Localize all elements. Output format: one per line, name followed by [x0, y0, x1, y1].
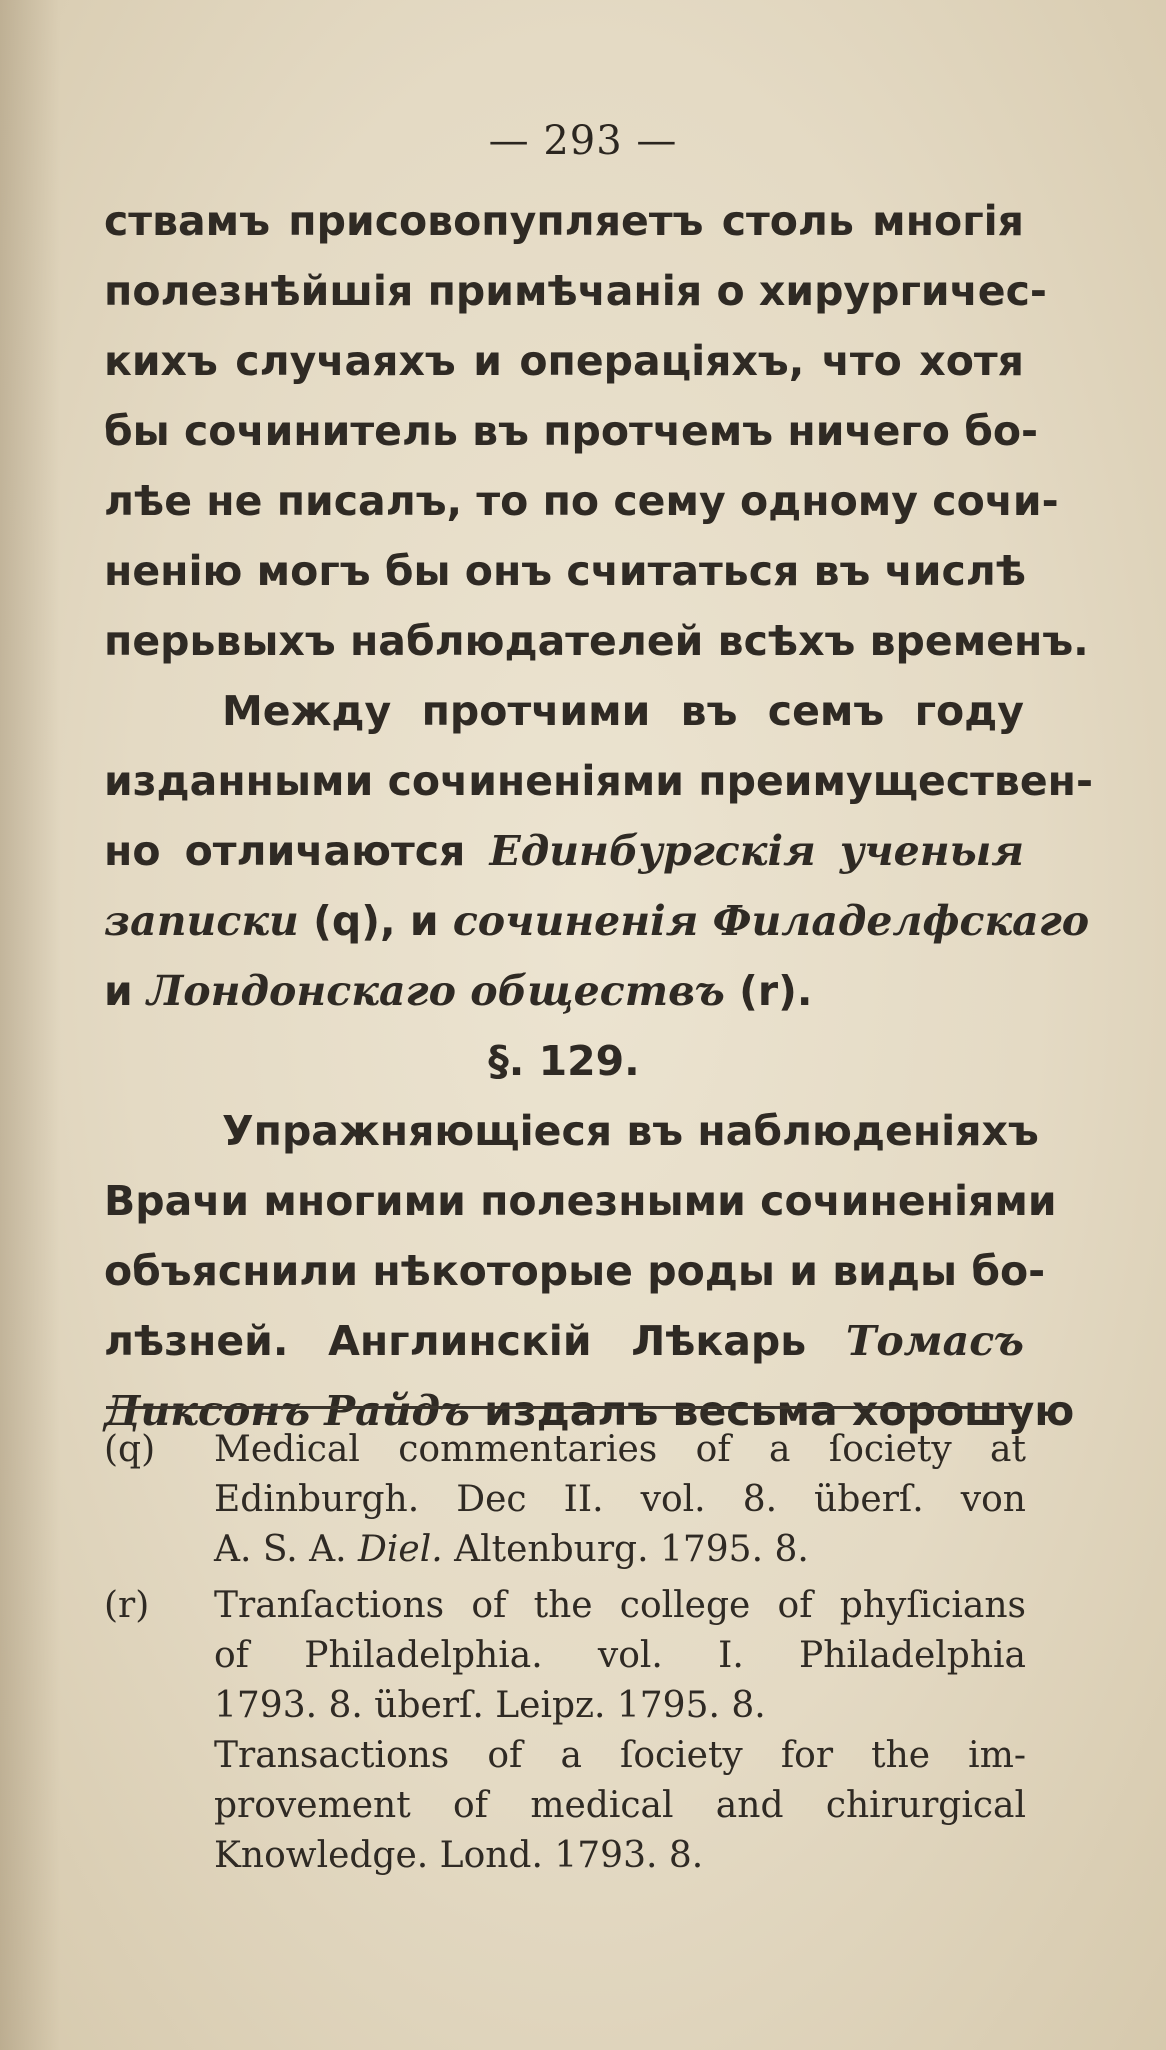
italic-title: Лондонскаго	[147, 967, 456, 1015]
italic-title: обществъ	[470, 967, 725, 1015]
italic-title: записки	[104, 897, 299, 945]
paragraph-start: Упражняющіеся въ наблюденіяхъ	[222, 1107, 1039, 1155]
text-line: ствамъ присовопупляетъ столь многія	[104, 197, 1024, 245]
footnote-mark: (q)	[104, 1429, 156, 1470]
text-line	[104, 816, 1024, 886]
text-run: и	[104, 967, 148, 1015]
footnote-line: Knowledge. Lond. 1793. 8.	[214, 1835, 704, 1876]
text-line: объяснили нѣкоторые роды и виды бо-	[104, 1247, 1046, 1295]
footnote-line: Medical commentaries of a ſociety at	[214, 1429, 1026, 1470]
italic-title: Единбургскія ученыя	[489, 827, 1024, 875]
footnote-line: Tranſactions of the college of phyſicians	[214, 1585, 1026, 1626]
page-number: — 293 —	[488, 118, 678, 164]
footnote-ref-r: (r).	[724, 967, 813, 1015]
text-line: кихъ случаяхъ и операціяхъ, что хотя	[104, 337, 1024, 385]
footnote-r	[104, 1581, 1026, 1881]
text-line: лѣе не писалъ, то по сему одному сочи-	[104, 477, 1059, 525]
italic-name: Диксонъ Райдъ	[104, 1387, 470, 1435]
footnote-rule	[106, 1406, 1022, 1409]
section-heading: §. 129.	[488, 1037, 640, 1085]
text-run: издалъ весьма хорошую	[469, 1387, 1075, 1435]
footnote-line: of Philadelphia. vol. I. Philadelphia	[214, 1635, 1026, 1676]
text-run: Altenburg. 1795. 8.	[442, 1529, 809, 1570]
text-run	[456, 967, 470, 1015]
italic-name: Diel.	[358, 1529, 443, 1570]
paragraph-start: Между протчими въ семъ году	[222, 687, 1024, 735]
text-run: лѣзней. Англинскій Лѣкарь	[104, 1317, 846, 1365]
text-line	[104, 1306, 1024, 1376]
footnote-line: 1793. 8. überſ. Leipz. 1795. 8.	[214, 1685, 766, 1726]
italic-name: Томасъ	[845, 1317, 1024, 1365]
main-text	[104, 186, 1094, 1446]
footnote-line: Transactions of a ſociety for the im-	[214, 1735, 1026, 1776]
italic-title: сочиненія Филаделфскаго	[452, 897, 1090, 945]
text-line: изданными сочиненіями преимуществен-	[104, 757, 1094, 805]
footnote-ref-q: (q), и	[298, 897, 453, 945]
footnote-mark: (r)	[104, 1585, 150, 1626]
footnote-q	[104, 1425, 1026, 1575]
footnotes	[104, 1425, 1026, 1881]
text-run: A. S. A.	[214, 1529, 359, 1570]
binding-shadow	[0, 0, 60, 2050]
text-line: бы сочинитель въ протчемъ ничего бо-	[104, 407, 1039, 455]
footnote-line: Edinburgh. Dec II. vol. 8. überſ. von	[214, 1479, 1026, 1520]
footnote-line: provement of medical and chirurgical	[214, 1785, 1026, 1826]
footnote-line	[214, 1525, 1026, 1575]
text-line: полезнѣйшія примѣчанія о хирургичес-	[104, 267, 1047, 315]
text-line: перьвыхъ наблюдателей всѣхъ временъ.	[104, 617, 1089, 665]
text-line	[104, 886, 1090, 956]
text-line: ненію могъ бы онъ считаться въ числѣ	[104, 547, 1026, 595]
text-line	[104, 956, 1024, 1026]
text-run: но отличаются	[104, 827, 490, 875]
text-line: Врачи многими полезными сочиненіями	[104, 1177, 1057, 1225]
